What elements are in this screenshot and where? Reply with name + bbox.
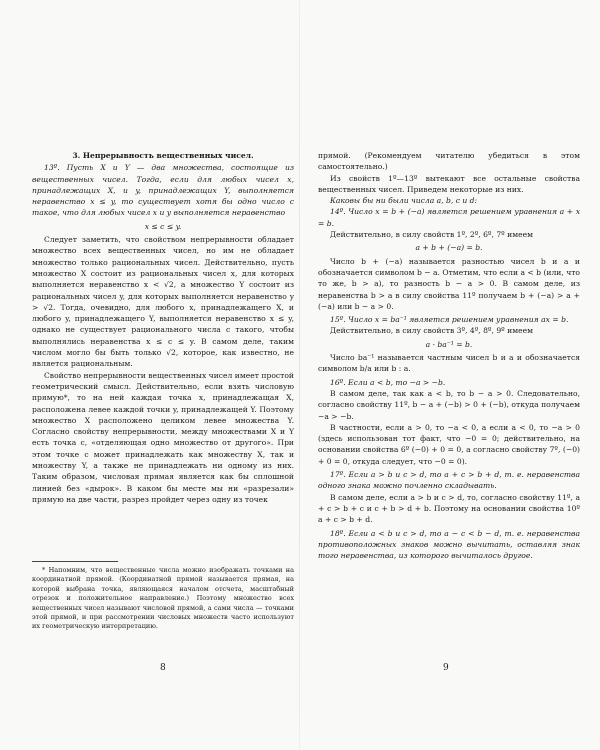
page-number-right: 9: [443, 663, 449, 673]
formula-1: x ≤ c ≤ y.: [144, 221, 182, 231]
page-gutter: [299, 0, 300, 750]
formula-2: a + b + (−a) = b.: [415, 243, 483, 253]
property-14: 14º. Число x = b + (−a) является решением уравнения a + x = b.: [318, 207, 580, 228]
property-17: 17º. Если a > b и c > d, то a + c > b + d, т. е. неравенства одного знака можно почленно складывать.: [318, 470, 580, 491]
property-13: 13º. Пусть X и Y — два множества, состоящие из вещественных чисел. Тогда, если для любых чисел x, принадлежащих X, и y, принадлежащих Y, выполняется неравенство x ≤ y, то существует хотя бы одно число c такое, что для любых чисел x и y выполняется неравенство: [32, 163, 294, 218]
property-15-proof: Действительно, в силу свойств 3º, 4º, 8º, 9º имеем: [330, 326, 534, 336]
property-18: 18º. Если a < b и c > d, то a − c < b − d, т. е. неравенства противоположных знаков можно вычитать, оставляя знак того неравенства, из которого вычиталось другое.: [318, 528, 580, 561]
page-number-left: 8: [160, 663, 166, 673]
paragraph-continuation: прямой. (Рекомендуем читателю убедиться в этом самостоятельно.): [318, 151, 580, 172]
property-14-proof: Действительно, в силу свойств 1º, 2º, 6º, 7º имеем: [330, 230, 534, 240]
property-17-proof: В самом деле, если a > b и c > d, то, согласно свойству 11º, a + c > b + c и c + b > d + b. Поэтому на основании свойства 10º a + c > b + d.: [318, 492, 580, 525]
property-16: 16º. Если a < b, то −a > −b.: [330, 377, 446, 387]
property-15: 15º. Число x = ba⁻¹ является решением уравнения ax = b.: [330, 315, 569, 325]
paragraph-geometric-meaning: Свойство непрерывности вещественных чисел имеет простой геометрический смысл. Действительно, если взять числовую прямую*, то на ней каждая точка x, принадлежащая X, расположена левее каждой точки y, принадлежащей Y. Поэтому множество X расположено целиком левее множества Y. Согласно свойству непрерывности, между множествами X и Y есть точка c, «отделяющая одно множество от другого». При этом точке c может принадлежать как множеству X, так и множеству Y, а также не принадлежать ни одному из них. Таким образом, числовая прямая является как бы сплошной линией без «дырок». В каком бы месте мы ни «разрезали» прямую на две части, разрез пройдет через одну из точек: [32, 370, 294, 504]
paragraph-quotient: Число ba⁻¹ называется частным чисел b и a и обозначается символом b/a или b : a.: [318, 353, 580, 374]
footnote: [32, 566, 294, 632]
paragraph-rational-note: Следует заметить, что свойством непрерывности обладает множество всех вещественных чисел, но им не обладает множество только рациональных чисел. Действительно, пусть множество X состоит из рациональных чисел x, для которых выполняется неравенство x < √2, а множество Y состоит из рациональных чисел y, для которых выполняется неравенство y > √2. Тогда, очевидно, для любого x, принадлежащего X, и любого y, принадлежащего Y, выполняется неравенство x ≤ y, однако не существует рационального числа c такого, чтобы выполнялись неравенства x ≤ c ≤ y. В самом деле, таким числом могло бы быть только √2, которое, как известно, не является рациональным.: [32, 235, 294, 369]
paragraph-intro: Из свойств 1º—13º вытекают все остальные свойства вещественных чисел. Приведем некоторые из них.: [318, 173, 580, 194]
paragraph-let: Каковы бы ни были числа a, b, c и d:: [330, 196, 478, 206]
formula-3: a · ba⁻¹ = b.: [425, 339, 473, 349]
footnote-divider: [32, 561, 118, 562]
section-heading: 3. Непрерывность вещественных чисел.: [72, 151, 254, 160]
property-16-proof: В самом деле, так как a < b, то b − a > 0. Следовательно, согласно свойству 11º, b − a + (−b) > 0 + (−b), откуда получаем −a > −b.: [318, 388, 580, 421]
paragraph-particular: В частности, если a > 0, то −a < 0, а если a < 0, то −a > 0 (здесь использован тот факт, что −0 = 0; действительно, на основании свойства 6º (−0) + 0 = 0, а согласно свойству 7º, (−0) + 0 = 0, откуда следует, что −0 = 0).: [318, 422, 580, 466]
footnote-text: * Напомним, что вещественные числа можно изображать точками на координатной прямой. (Координатной прямой называется прямая, на которой выбрана точка, являющаяся началом отсчета, масштабный отрезок и положительное направление.) Поэтому множество всех вещественных чисел называют числовой прямой, а сами числа — точками этой прямой, и при рассмотрении числовых множеств часто используют их геометрическую интерпретацию.: [32, 566, 294, 631]
right-page: [318, 150, 580, 561]
left-page: [32, 150, 294, 505]
paragraph-difference: Число b + (−a) называется разностью чисел b и a и обозначается символом b − a. Отметим, что если a < b (или, что то же, b > a), то разность b − a > 0. В самом деле, из неравенства b > a в силу свойства 11º получаем b + (−a) > a + (−a) или b − a > 0.: [318, 256, 580, 311]
